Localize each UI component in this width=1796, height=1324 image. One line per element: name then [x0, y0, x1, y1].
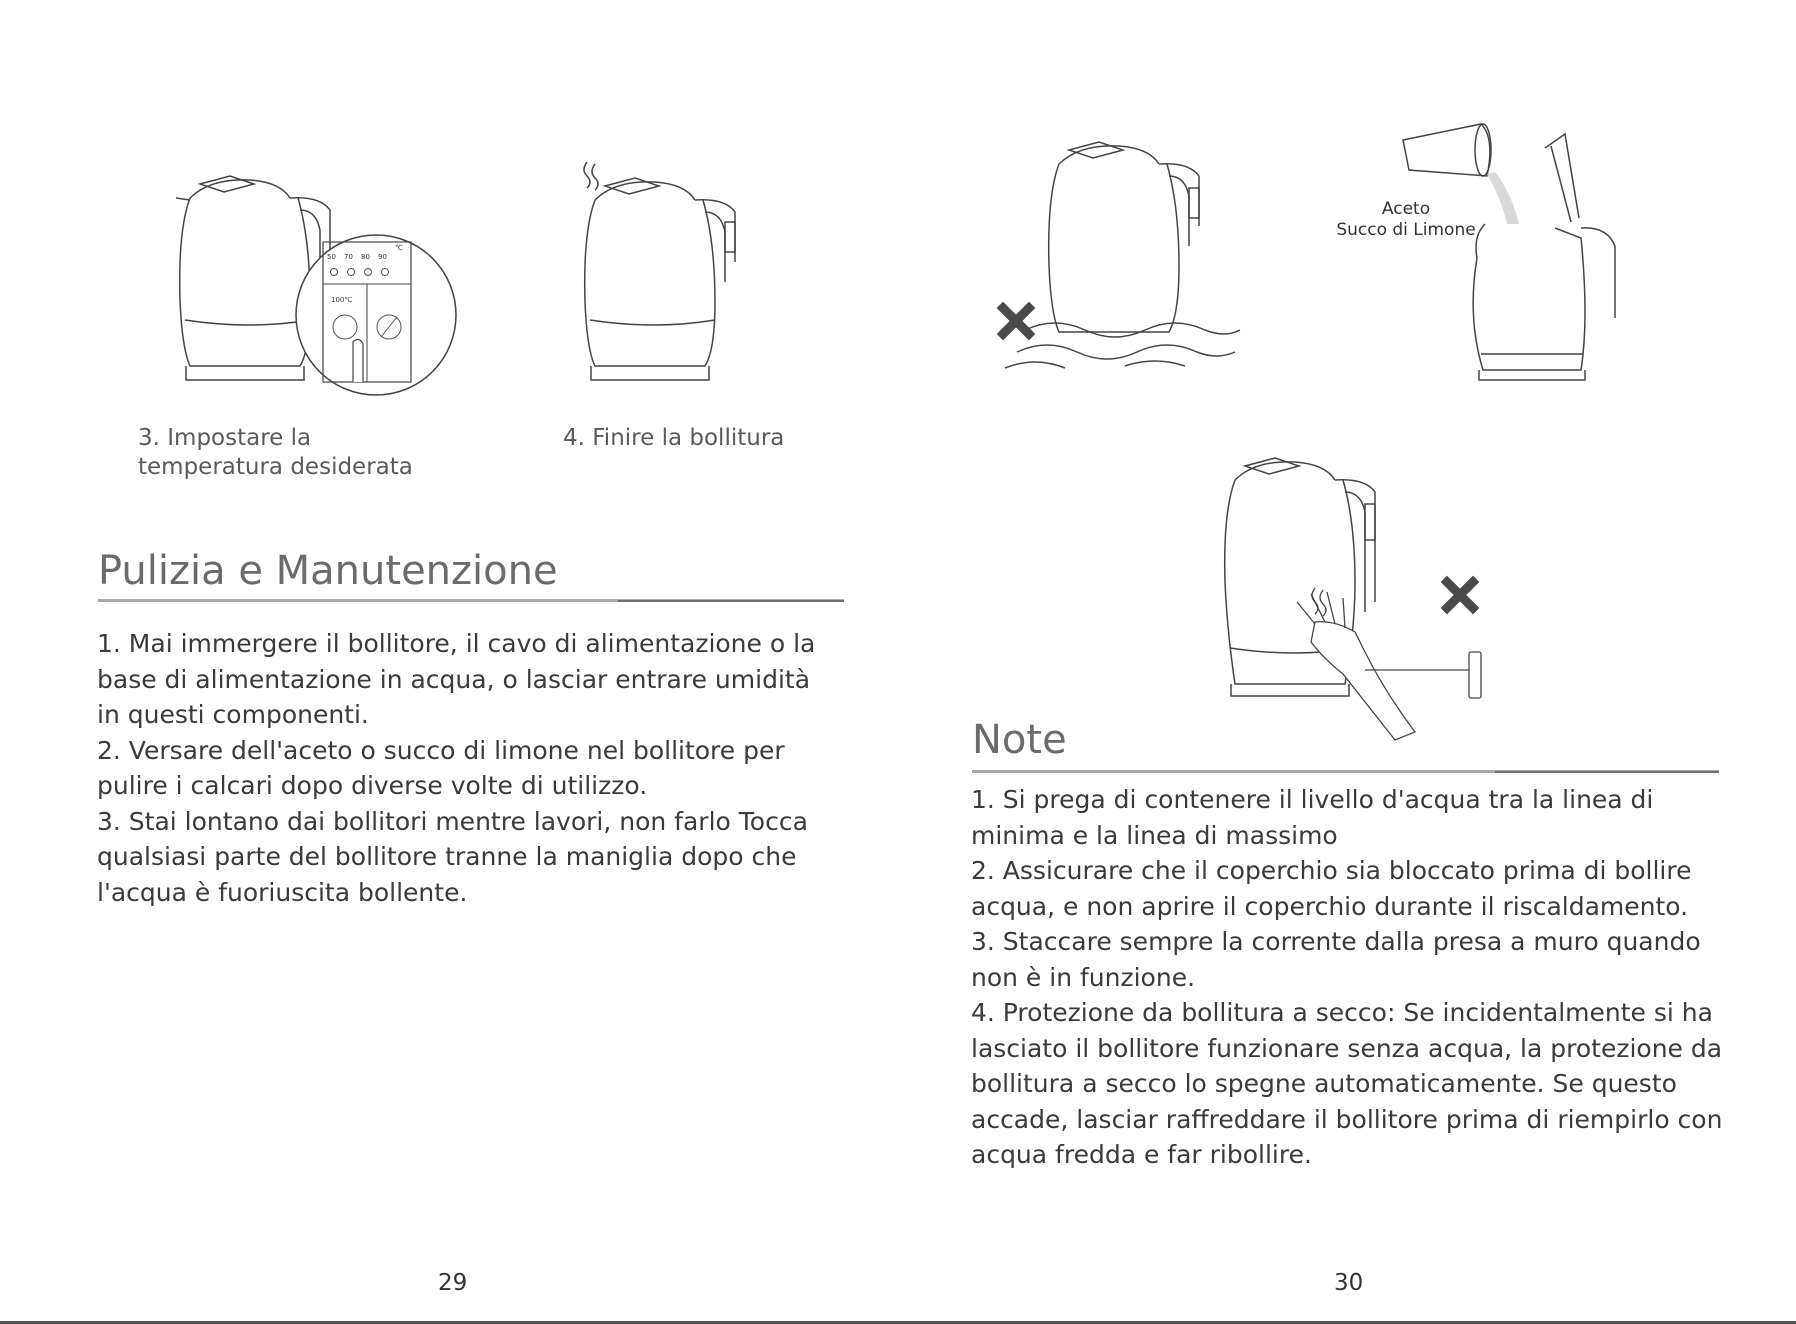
cross-icon	[1003, 308, 1029, 334]
label-succo-di-limone: Succo di Limone	[1336, 220, 1476, 240]
caption-step4: 4. Finire la bollitura	[563, 425, 785, 451]
note-item-1: 1. Si prega di contenere il livello d'acqua tra la linea di minima e la linea di massimo	[971, 785, 1654, 850]
kettle-in-water-figure	[995, 140, 1255, 380]
section-rule-cleaning	[98, 599, 844, 602]
note-item-3: 3. Staccare sempre la corrente dalla presa a muro quando non è in funzione.	[971, 927, 1701, 992]
note-item-2: 2. Assicurare che il coperchio sia bloccato prima di bollire acqua, e non aprire il coperchio durante il riscaldamento.	[971, 856, 1692, 921]
notes-list	[971, 782, 1723, 1173]
steam-icon	[1312, 588, 1326, 616]
vinegar-label	[1326, 199, 1486, 241]
label-aceto: Aceto	[1381, 199, 1431, 219]
steam-icon	[584, 162, 590, 188]
caption-step3	[138, 424, 413, 482]
temp-70: 70	[344, 253, 353, 261]
section-title-cleaning: Pulizia e Manutenzione	[98, 548, 558, 594]
note-item-4: 4. Protezione da bollitura a secco: Se incidentalmente si ha lasciato il bollitore funzionare senza acqua, la protezione da bollitura a secco lo spegne automaticamente. Se questo accade, lasciar raffreddare il bollitore prima di riempirlo con acqua fredda e far ribollire.	[971, 998, 1723, 1169]
kettle-boiling-figure	[575, 160, 755, 400]
cleaning-item-3: 3. Stai lontano dai bollitori mentre lavori, non farlo Tocca qualsiasi parte del bollitore tranne la maniglia dopo che l'acqua è fuoriuscita bollente.	[97, 806, 808, 907]
kettle-icon	[575, 160, 755, 400]
cleaning-list	[97, 626, 837, 910]
temp-90: 90	[378, 253, 387, 261]
cleaning-item-2: 2. Versare dell'aceto o succo di limone nel bollitore per pulire i calcari dopo diverse volte di utilizzo.	[97, 735, 785, 800]
temp-50: 50	[327, 253, 336, 261]
control-panel-zoom	[293, 232, 459, 398]
page-number-left: 29	[438, 1270, 468, 1296]
kettle-icon	[995, 140, 1255, 380]
section-rule-notes	[972, 770, 1719, 773]
page-number-right: 30	[1334, 1270, 1364, 1296]
caption-step3-line1: 3. Impostare la	[138, 425, 312, 451]
section-title-notes: Note	[972, 717, 1067, 763]
hand-icon	[1297, 592, 1415, 740]
water-waves-icon	[1005, 323, 1240, 368]
temp-80: 80	[361, 253, 370, 261]
kettle-hand-figure	[1215, 452, 1505, 748]
vinegar-pour-figure	[1395, 118, 1655, 393]
cross-icon	[1447, 582, 1473, 608]
caption-step3-line2: temperatura desiderata	[138, 454, 413, 480]
cleaning-item-1: 1. Mai immergere il bollitore, il cavo di alimentazione o la base di alimentazione in acqua, o lasciar entrare umidità in questi componenti.	[97, 629, 816, 729]
temp-unit: ℃	[395, 244, 403, 252]
boil-label: 100℃	[331, 296, 353, 304]
